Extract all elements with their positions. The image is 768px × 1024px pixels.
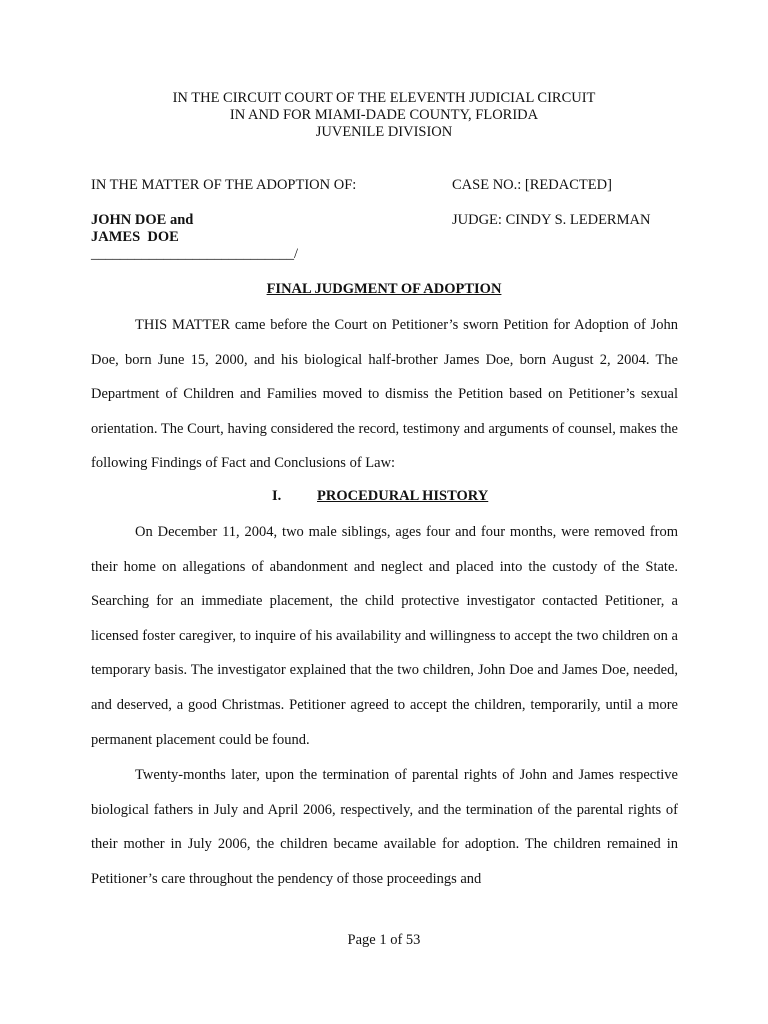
matter-label: IN THE MATTER OF THE ADOPTION OF: <box>91 177 357 193</box>
court-header-line-2: IN AND FOR MIAMI-DADE COUNTY, FLORIDA <box>229 107 539 123</box>
caption-signature-line: ____________________________/ <box>91 246 299 262</box>
case-caption-parties <box>91 177 356 263</box>
section-title: PROCEDURAL HISTORY <box>317 488 489 504</box>
court-header <box>0 90 768 141</box>
court-header-line-3: JUVENILE DIVISION <box>315 124 453 140</box>
case-number: CASE NO.: [REDACTED] <box>452 177 612 193</box>
case-caption-details <box>452 177 650 229</box>
court-header-line-1: IN THE CIRCUIT COURT OF THE ELEVENTH JUDICIAL CIRCUIT <box>172 90 596 106</box>
page-number: Page 1 of 53 <box>347 932 421 948</box>
body-paragraph: Twenty-months later, upon the termination of parental rights of John and James respective biological fathers in July and April 2006, respectively, and the termination of the parental rights of their mother in July 2006, the children became available for adoption. The children remained in Petitioner’s care throughout the pendency of those proceedings and <box>91 767 678 887</box>
body-paragraph: On December 11, 2004, two male siblings, ages four and four months, were removed from their home on allegations of abandonment and neglect and placed into the custody of the State. Searching for an immediate placement, the child protective investigator contacted Petitioner, a licensed foster caregiver, to inquire of his availability and willingness to accept the two children on a temporary basis. The investigator explained that the two children, John Doe and James Doe, needed, and deserved, a good Christmas. Petitioner agreed to accept the children, temporarily, until a more permanent placement could be found. <box>91 524 678 748</box>
party-name-2: JAMES DOE <box>91 229 179 245</box>
caption-spacer <box>91 194 356 212</box>
judge-name: JUDGE: CINDY S. LEDERMAN <box>452 212 651 228</box>
party-name-1: JOHN DOE and <box>91 212 194 228</box>
caption-spacer <box>452 194 650 212</box>
section-number: I. <box>272 488 282 504</box>
section-heading <box>0 488 768 508</box>
document-title: FINAL JUDGMENT OF ADOPTION <box>266 281 502 297</box>
intro-paragraph: THIS MATTER came before the Court on Petitioner’s sworn Petition for Adoption of John Doe, born June 15, 2000, and his biological half-brother James Doe, born August 2, 2004. The Department of Children and Families moved to dismiss the Petition based on Petitioner’s sexual orientation. The Court, having considered the record, testimony and arguments of counsel, makes the following Findings of Fact and Conclusions of Law: <box>91 317 678 472</box>
